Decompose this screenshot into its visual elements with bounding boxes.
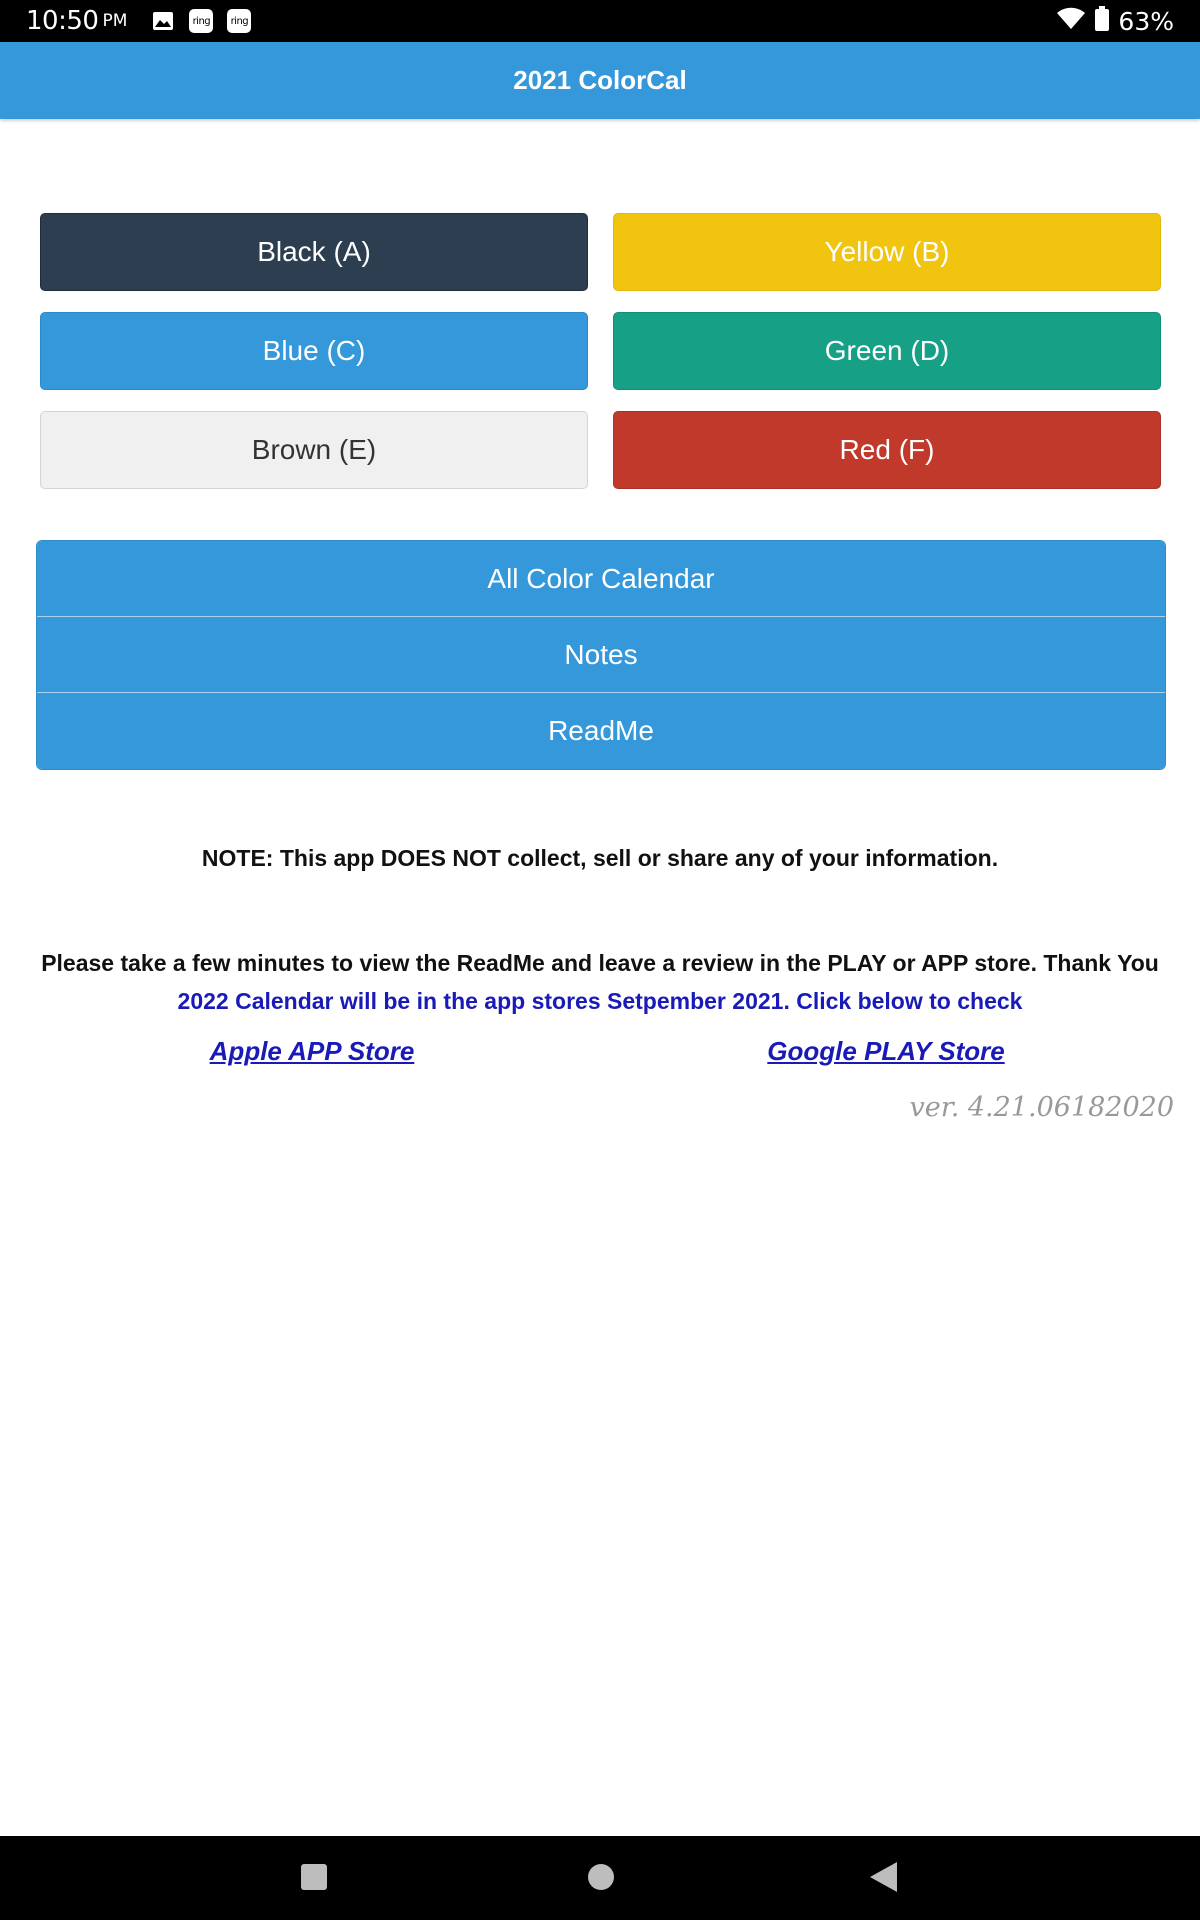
red-button[interactable]: Red (F) [613,411,1161,489]
readme-button[interactable]: ReadMe [37,693,1165,769]
menu-list [36,540,1166,770]
home-icon[interactable] [588,1864,614,1890]
recent-apps-icon[interactable] [301,1864,327,1890]
ring-icon: ring [189,9,213,33]
yellow-button[interactable]: Yellow (B) [613,213,1161,291]
privacy-note: NOTE: This app DOES NOT collect, sell or share any of your information. [201,845,999,871]
back-icon[interactable] [870,1862,897,1892]
brown-button[interactable]: Brown (E) [40,411,588,489]
app-title: 2021 ColorCal [513,65,687,95]
notes-button[interactable]: Notes [37,617,1165,693]
black-button[interactable]: Black (A) [40,213,588,291]
notification-icons [151,9,251,33]
status-bar [0,0,1200,42]
blue-button[interactable]: Blue (C) [40,312,588,390]
ring-icon: ring [227,9,251,33]
battery-icon [1094,6,1110,37]
google-play-store-link[interactable]: Google PLAY Store [767,1036,1005,1066]
wifi-icon [1056,7,1086,36]
calendar-notice: 2022 Calendar will be in the app stores Setpember 2021. Click below to check [177,988,1023,1014]
battery-percent: 63% [1118,6,1174,36]
all-color-calendar-button[interactable]: All Color Calendar [37,541,1165,617]
version-label: ver. 4.21.06182020 [909,1092,1174,1123]
image-icon [151,9,175,33]
green-button[interactable]: Green (D) [613,312,1161,390]
status-ampm: PM [102,11,128,31]
status-right [1056,6,1174,37]
status-time: 10:50 [26,6,99,36]
review-prompt: Please take a few minutes to view the ReadMe and leave a review in the PLAY or APP store. Thank You [41,950,1159,976]
navigation-bar [0,1836,1200,1920]
apple-app-store-link[interactable]: Apple APP Store [209,1036,415,1066]
app-bar [0,42,1200,119]
